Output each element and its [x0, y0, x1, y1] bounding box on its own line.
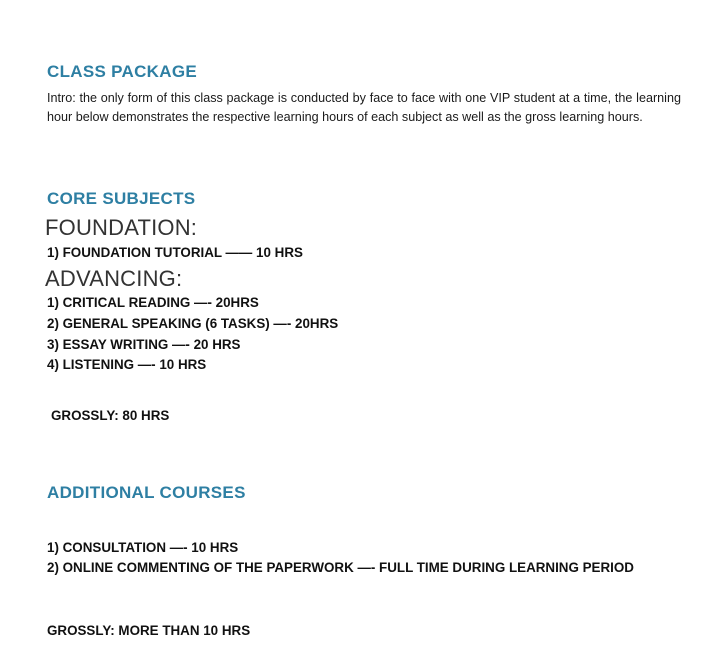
- critical-reading-item: 1) CRITICAL READING —- 20HRS: [47, 295, 259, 310]
- foundation-subheading: FOUNDATION:: [45, 215, 198, 240]
- online-commenting-item: 2) ONLINE COMMENTING OF THE PAPERWORK —- FULL TIME DURING LEARNING PERIOD: [47, 560, 634, 575]
- advancing-subheading: ADVANCING:: [45, 266, 183, 291]
- essay-writing-item: 3) ESSAY WRITING —- 20 HRS: [47, 337, 241, 352]
- foundation-tutorial-item: 1) FOUNDATION TUTORIAL —— 10 HRS: [47, 245, 303, 260]
- general-speaking-item: 2) GENERAL SPEAKING (6 TASKS) —- 20HRS: [47, 316, 339, 331]
- intro-paragraph: Intro: the only form of this class package is conducted by face to face with one VIP student at a time, the learning hour below demonstrates the respective learning hours of each subject as well as the gross learning hours.: [47, 91, 681, 124]
- additional-gross-total: GROSSLY: MORE THAN 10 HRS: [47, 623, 251, 638]
- consultation-item: 1) CONSULTATION —- 10 HRS: [47, 540, 239, 555]
- class-package-heading: CLASS PACKAGE: [47, 62, 197, 81]
- core-gross-total: GROSSLY: 80 HRS: [51, 408, 170, 423]
- listening-item: 4) LISTENING —- 10 HRS: [47, 357, 207, 372]
- core-subjects-heading: CORE SUBJECTS: [47, 189, 196, 208]
- additional-courses-heading: ADDITIONAL COURSES: [47, 483, 246, 502]
